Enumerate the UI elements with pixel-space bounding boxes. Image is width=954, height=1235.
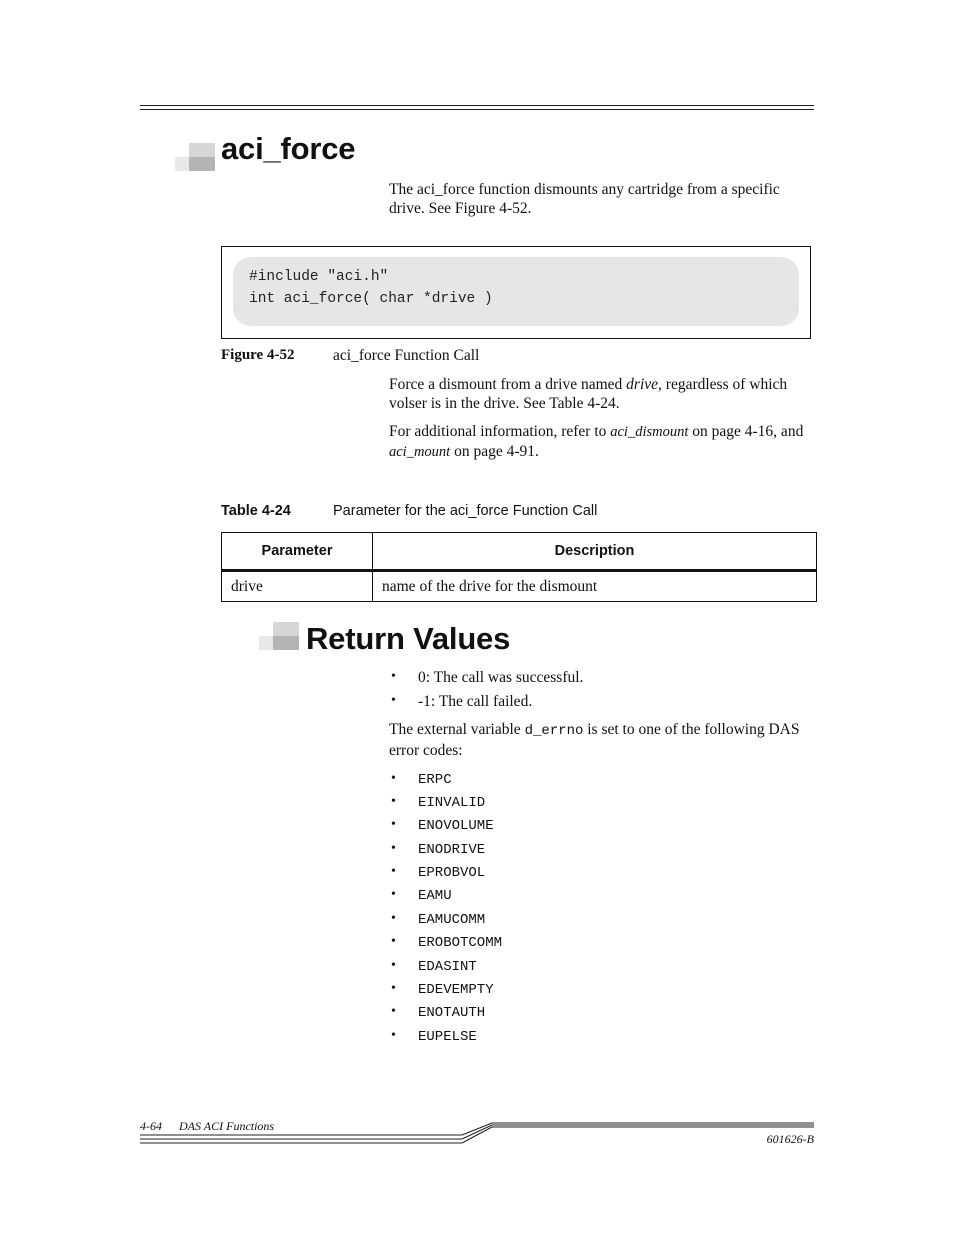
bullet-marker: •: [391, 841, 396, 856]
footer-section-name: DAS ACI Functions: [179, 1119, 275, 1133]
section-title-return-values: Return Values: [306, 621, 511, 656]
errno-text-b: is set to one of the following DAS error codes:: [389, 721, 800, 759]
para2-text-a: For additional information, refer to: [389, 423, 611, 440]
link-aci-mount[interactable]: aci_mount: [389, 444, 451, 460]
error-code-item: ENOVOLUME: [418, 818, 494, 834]
error-code-item: EAMUCOMM: [418, 912, 486, 928]
bullet-marker: •: [391, 794, 396, 809]
error-code-item: ENODRIVE: [418, 842, 486, 858]
error-code-item: EAMU: [418, 888, 452, 904]
bullet-marker: •: [391, 693, 396, 708]
error-code-item: EROBOTCOMM: [418, 935, 503, 951]
footer-rule-graphic: [140, 1120, 814, 1146]
error-code-item: ENOTAUTH: [418, 1005, 486, 1021]
bullet-marker: •: [391, 817, 396, 832]
table-caption: Parameter for the aci_force Function Call: [333, 503, 598, 519]
description-paragraph: [389, 375, 814, 413]
para2-text-b: on page 4-16, and: [688, 423, 804, 440]
figure-caption: aci_force Function Call: [333, 347, 480, 364]
header-rule-bottom: [140, 109, 814, 110]
footer-doc-number: 601626-B: [766, 1132, 814, 1146]
bullet-marker: •: [391, 981, 396, 996]
bullet-marker: •: [391, 1004, 396, 1019]
bullet-marker: •: [391, 887, 396, 902]
error-code-item: EINVALID: [418, 795, 486, 811]
table-cell-description: name of the drive for the dismount: [373, 571, 817, 602]
errno-variable: d_errno: [524, 723, 584, 739]
intro-paragraph: The aci_force function dismounts any cartridge from a specific drive. See Figure 4-52.: [389, 181, 780, 217]
para1-text-b: , regardless of which volser is in the drive. See Table 4-24.: [389, 376, 788, 412]
bullet-marker: •: [391, 911, 396, 926]
bullet-marker: •: [391, 669, 396, 684]
errno-paragraph: [389, 720, 814, 760]
heading-icon: [175, 143, 215, 171]
table-header-row: [222, 533, 817, 571]
error-code-item: EDEVEMPTY: [418, 982, 494, 998]
table-label: Table 4-24: [221, 503, 291, 519]
code-figure: [221, 246, 811, 339]
para2-text-c: on page 4-91.: [450, 443, 539, 460]
code-block: [233, 257, 799, 326]
bullet-marker: •: [391, 771, 396, 786]
error-code-item: EDASINT: [418, 959, 477, 975]
bullet-marker: •: [391, 1028, 396, 1043]
code-line-signature: int aci_force( char *drive ): [249, 291, 493, 307]
error-code-item: EUPELSE: [418, 1029, 477, 1045]
code-line-include: #include "aci.h": [249, 269, 389, 285]
para1-emphasis: drive: [626, 376, 659, 393]
bullet-marker: •: [391, 934, 396, 949]
para1-text-a: Force a dismount from a drive named: [389, 376, 627, 393]
errno-text-a: The external variable: [389, 721, 525, 738]
table-cell-parameter: drive: [222, 571, 373, 602]
error-code-item: ERPC: [418, 772, 452, 788]
section-title-aci-force: aci_force: [221, 131, 356, 166]
header-rule-top: [140, 105, 814, 106]
bullet-marker: •: [391, 958, 396, 973]
heading-icon: [259, 622, 299, 650]
parameter-table: [221, 532, 817, 602]
figure-label: Figure 4-52: [221, 347, 295, 363]
link-aci-dismount[interactable]: aci_dismount: [610, 424, 689, 440]
error-code-item: EPROBVOL: [418, 865, 486, 881]
return-value-success: 0: The call was successful.: [418, 669, 584, 686]
table-header-description: Description: [373, 533, 817, 571]
table-header-parameter: Parameter: [222, 533, 373, 571]
footer-page-number: 4-64: [140, 1119, 162, 1133]
bullet-marker: •: [391, 864, 396, 879]
return-value-failure: -1: The call failed.: [418, 693, 533, 710]
reference-paragraph: [389, 422, 814, 462]
table-row: [222, 571, 817, 602]
